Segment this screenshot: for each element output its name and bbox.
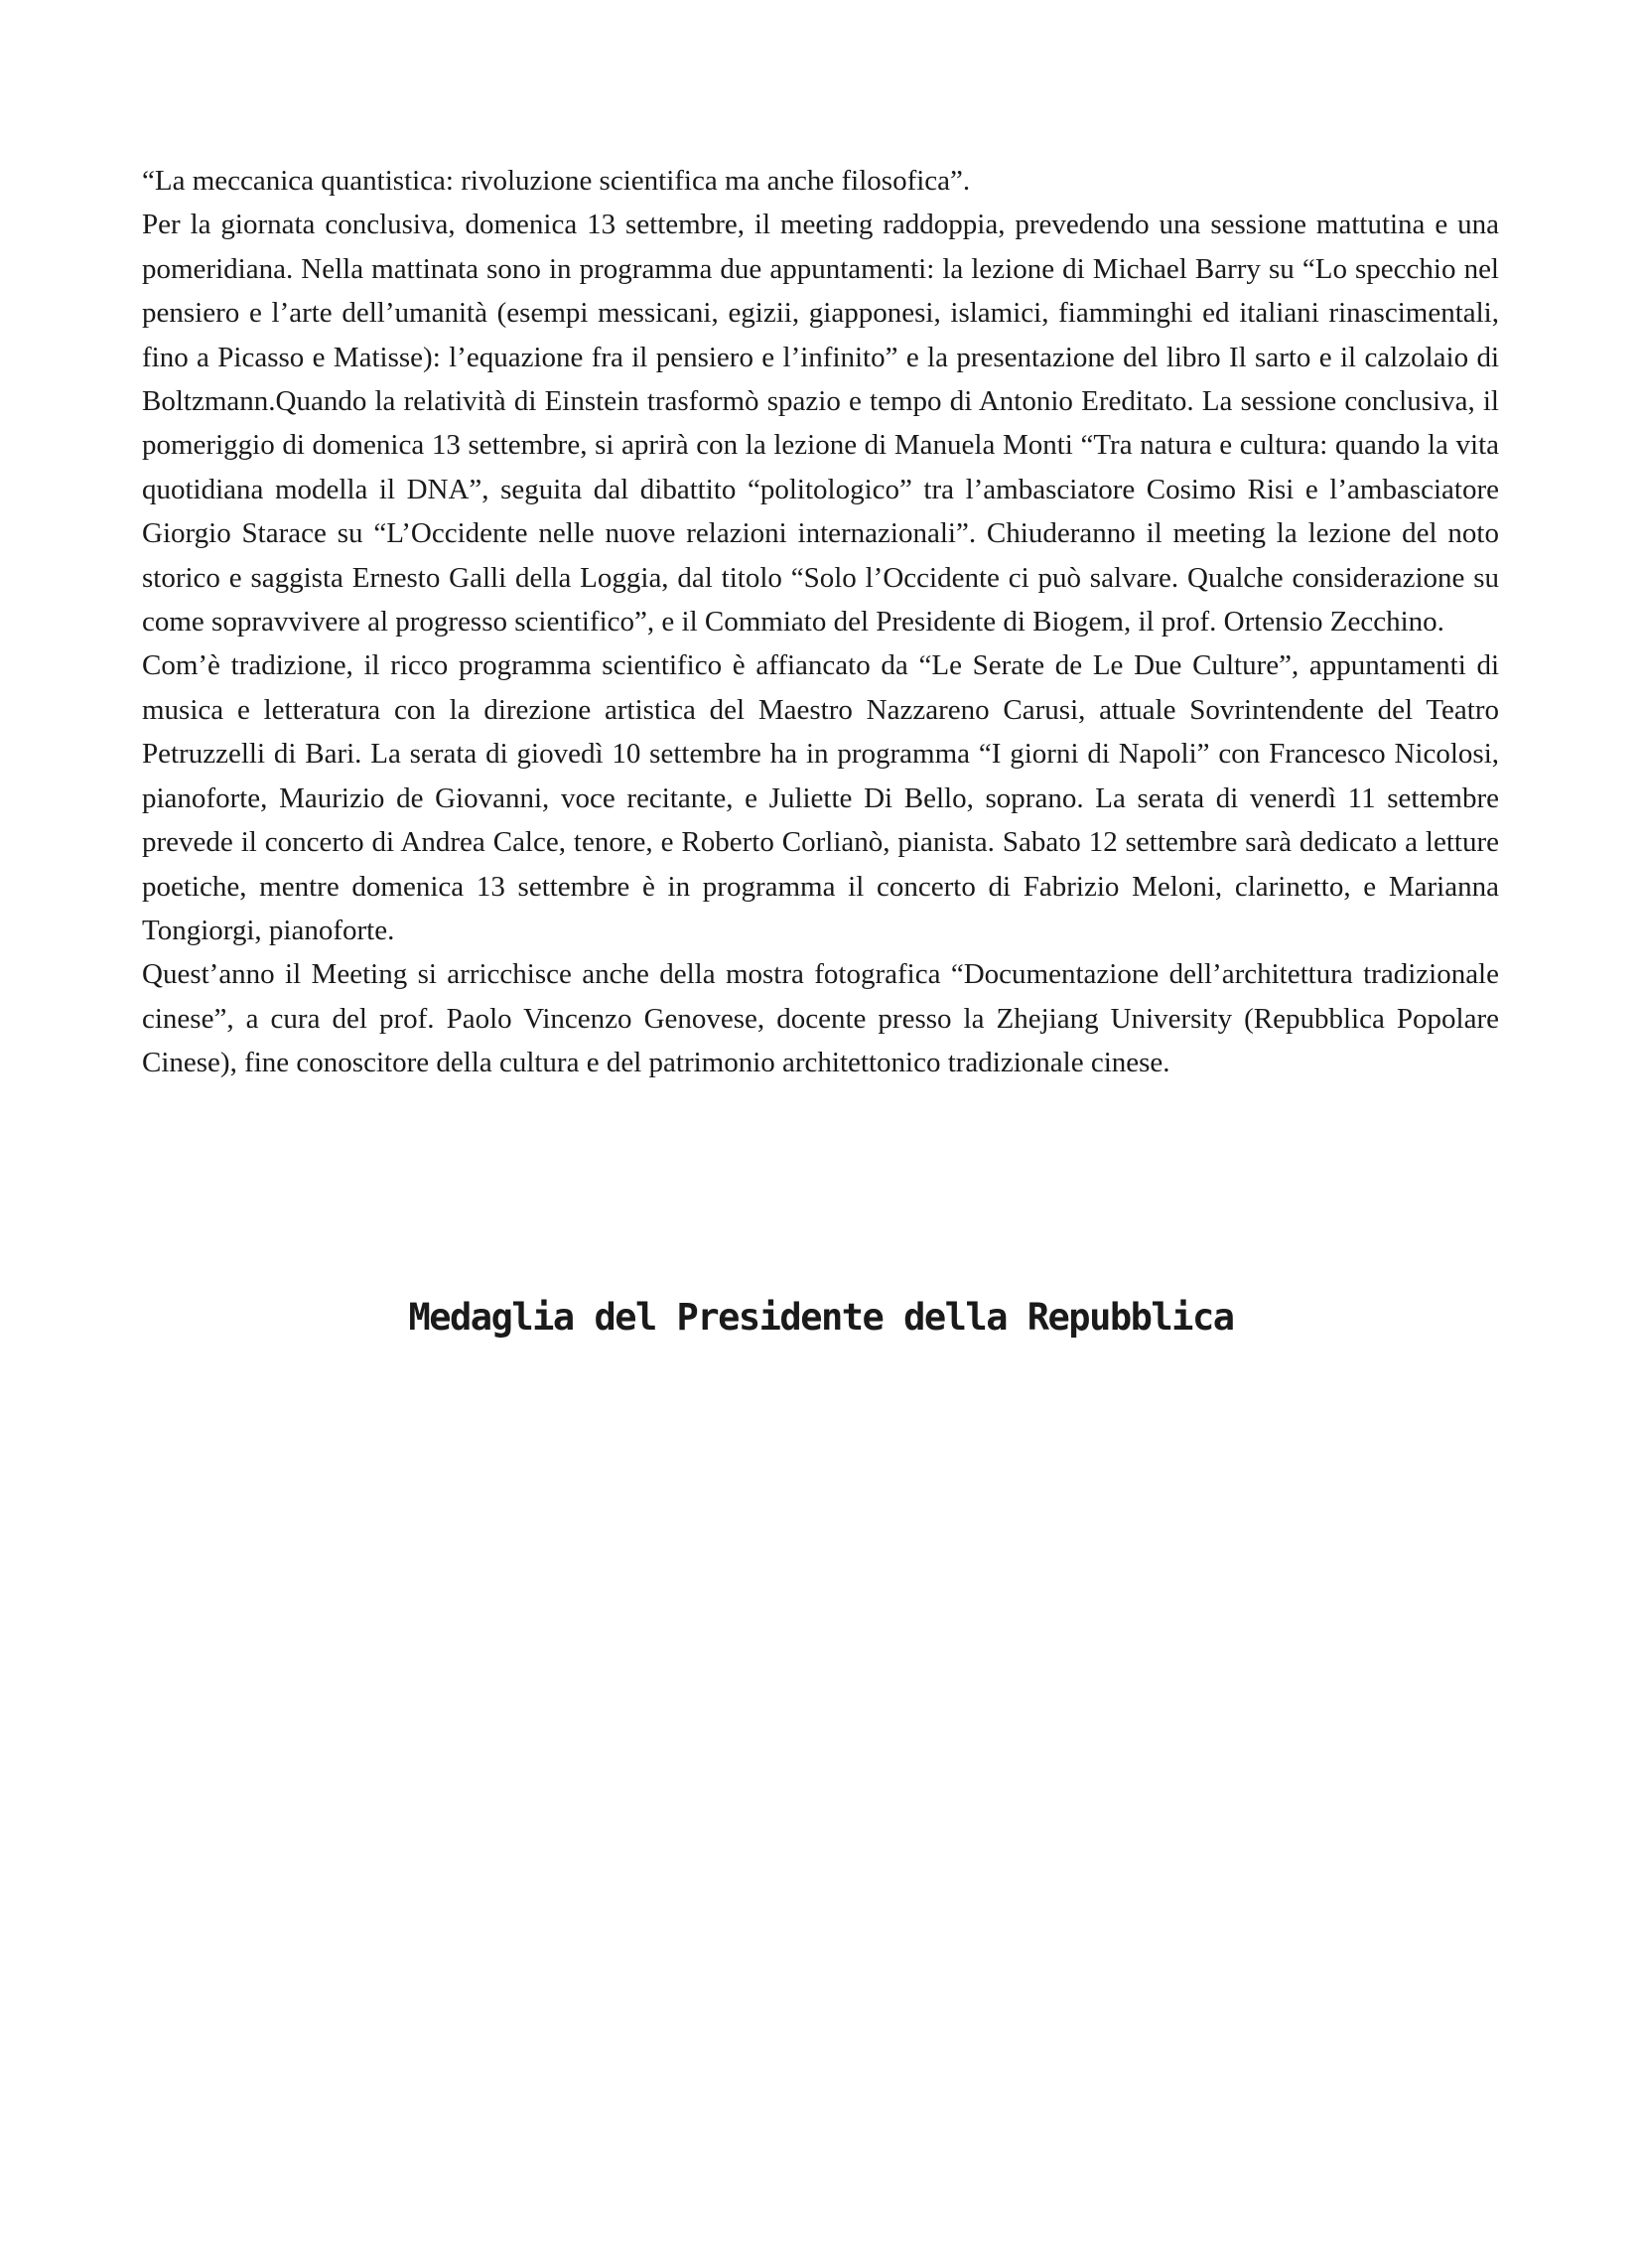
section-title: Medaglia del Presidente della Repubblica xyxy=(408,1296,1234,1339)
paragraph-quote-title: “La meccanica quantistica: rivoluzione scientifica ma anche filosofica”. xyxy=(142,165,971,197)
paragraph-evenings: Com’è tradizione, il ricco programma scientifico è affiancato da “Le Serate de Le Due Culture”, appuntamenti di musica e letteratura con la direzione artistica del Maestro Nazzareno Carusi, attuale Sovrintendente del Teatro Petruzzelli di Bari. La serata di giovedì 10 settembre ha in programma “I giorni di Napoli” con Francesco Nicolosi, pianoforte, Maurizio de Giovanni, voce recitante, e Juliette Di Bello, soprano. La serata di venerdì 11 settembre prevede il concerto di Andrea Calce, tenore, e Roberto Corlianò, pianista. Sabato 12 settembre sarà dedicato a letture poetiche, mentre domenica 13 settembre è in programma il concerto di Fabrizio Meloni, clarinetto, e Marianna Tongiorgi, pianoforte. xyxy=(142,649,1499,946)
paragraph-exhibition: Quest’anno il Meeting si arricchisce anche della mostra fotografica “Documentazione dell’architettura tradizionale cinese”, a cura del prof. Paolo Vincenzo Genovese, docente presso la Zhejiang University (Repubblica Popolare Cinese), fine conoscitore della cultura e del patrimonio architettonico tradizionale cinese. xyxy=(142,958,1499,1079)
paragraph-final-day: Per la giornata conclusiva, domenica 13 settembre, il meeting raddoppia, prevedendo una sessione mattutina e una pomeridiana. Nella mattinata sono in programma due appuntamenti: la lezione di Michael Barry su “Lo specchio nel pensiero e l’arte dell’umanità (esempi messicani, egizii, giapponesi, islamici, fiamminghi ed italiani rinascimentali, fino a Picasso e Matisse): l’equazione fra il pensiero e l’infinito” e la presentazione del libro Il sarto e il calzolaio di Boltzmann.Quando la relatività di Einstein trasformò spazio e tempo di Antonio Ereditato. La sessione conclusiva, il pomeriggio di domenica 13 settembre, si aprirà con la lezione di Manuela Monti “Tra natura e cultura: quando la vita quotidiana modella il DNA”, seguita dal dibattito “politologico” tra l’ambasciatore Cosimo Risi e l’ambasciatore Giorgio Starace su “L’Occidente nelle nuove relazioni internazionali”. Chiuderanno il meeting la lezione del noto storico e saggista Ernesto Galli della Loggia, dal titolo “Solo l’Occidente ci può salvare. Qualche considerazione su come sopravvivere al progresso scientifico”, e il Commiato del Presidente di Biogem, il prof. Ortensio Zecchino. xyxy=(142,209,1499,638)
body-text xyxy=(142,159,1499,1085)
